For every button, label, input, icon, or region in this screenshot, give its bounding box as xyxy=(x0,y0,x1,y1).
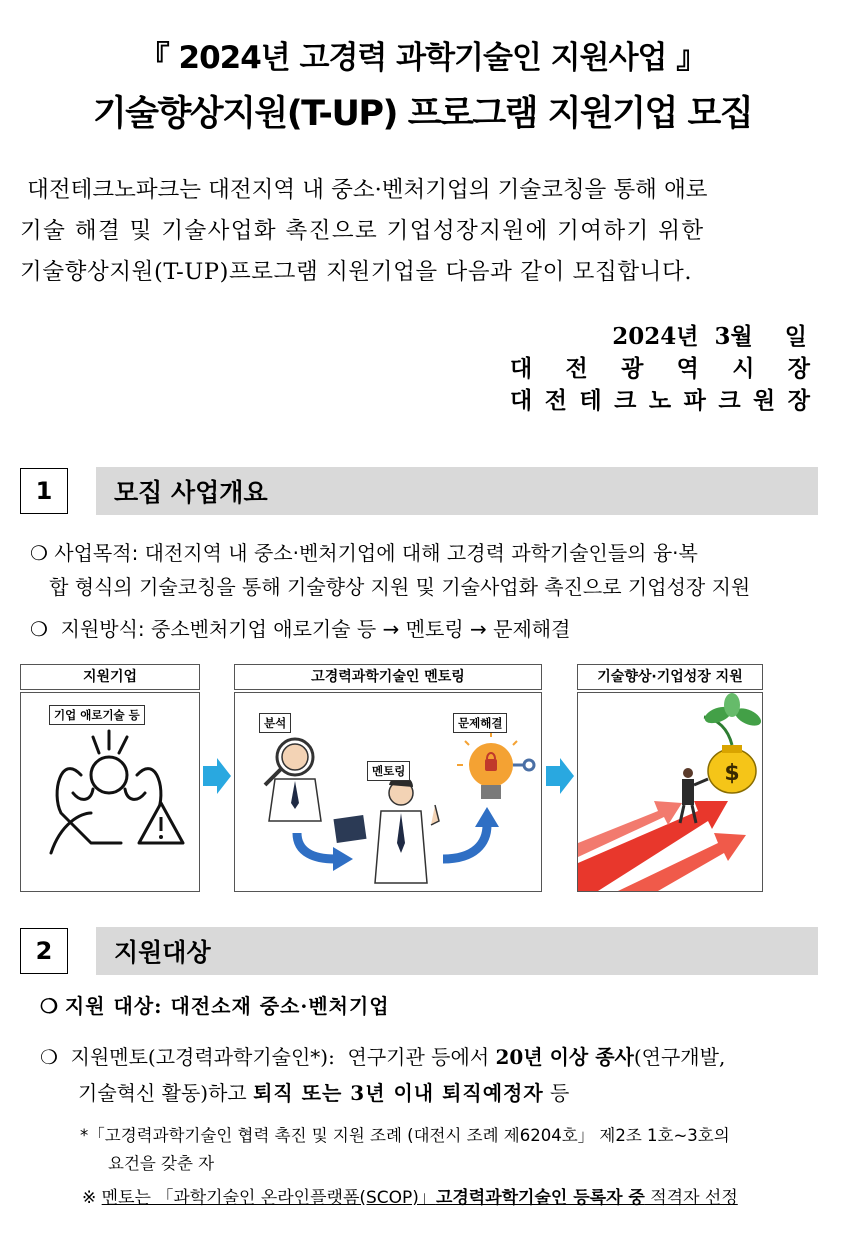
warning-icon xyxy=(139,803,183,843)
mentor-text-bold: 20년 이상 종사 xyxy=(495,1045,634,1069)
mentor-text-e: 등 xyxy=(543,1081,570,1105)
mentor-line-2 xyxy=(78,1076,569,1110)
note-scop-tail: 적격자 선정 xyxy=(644,1188,738,1208)
tag-company-problem: 기업 애로기술 등 xyxy=(49,705,145,725)
signatory-char: 원 xyxy=(753,387,776,414)
mentor-text-bold-2: 퇴직 또는 3년 이내 퇴직예정자 xyxy=(253,1081,544,1105)
target-text: 지원 대상: 대전소재 중소·벤처기업 xyxy=(64,994,390,1018)
mentor-figure xyxy=(333,776,439,883)
signatory-char: 역 xyxy=(676,355,699,382)
intro-line: 기술향상지원(T-UP)프로그램 지원기업을 다음과 같이 모집합니다. xyxy=(20,259,693,285)
intro-line: 기술 해결 및 기술사업화 촉진으로 기업성장지원에 기여하기 위한 xyxy=(20,218,705,244)
signatory-daejeon-mayor xyxy=(510,350,810,383)
tag-analysis: 분석 xyxy=(259,713,291,733)
note-scop-text: 멘토는 「과학기술인 온라인플랫폼(SCOP)」 xyxy=(101,1188,436,1208)
signatory-char: 테 xyxy=(579,387,602,414)
panel-growth xyxy=(577,692,763,892)
title-line-2: 기술향상지원(T-UP) 프로그램 지원기업 모집 xyxy=(92,94,753,134)
flow-arrow-icon xyxy=(544,756,576,796)
title-line-1: 『 2024년 고경력 과학기술인 지원사업 』 xyxy=(138,40,707,76)
note-ordinance-line-1: *「고경력과학기술인 협력 촉진 및 지원 조례 (대전시 조례 제6204호」 제2조 1호~3호의 xyxy=(80,1126,730,1145)
mentor-text-d: 기술혁신 활동)하고 xyxy=(78,1081,254,1105)
signatory-char: 전 xyxy=(565,355,588,382)
flow-arrow-icon xyxy=(201,756,233,796)
mentor-text-a: ❍ 지원멘토(고경력과학기술인*): 연구기관 등에서 xyxy=(40,1045,496,1069)
signatory-char: 파 xyxy=(683,387,706,414)
tag-mentoring: 멘토링 xyxy=(367,761,410,781)
panel-mentoring xyxy=(234,692,542,892)
lightbulb-icon xyxy=(457,731,534,799)
bullet-icon: ❍ xyxy=(40,994,65,1018)
signatory-char: 장 xyxy=(787,355,810,382)
announcement-date: 2024년 3월 일 xyxy=(612,323,807,350)
signatory-char: 노 xyxy=(648,387,672,414)
intro-paragraph xyxy=(20,170,820,293)
method-line: ❍ 지원방식: 중소벤처기업 애로기술 등 → 멘토링 → 문제해결 xyxy=(30,617,571,641)
section-2-title: 지원대상 xyxy=(96,927,818,975)
signatory-char: 전 xyxy=(544,387,567,414)
signatory-char: 크 xyxy=(614,387,637,414)
signatory-char: 시 xyxy=(732,355,755,382)
reference-mark: ※ xyxy=(82,1188,102,1208)
section-1-title: 모집 사업개요 xyxy=(96,467,818,515)
money-bag-icon xyxy=(702,693,762,793)
intro-line: 대전테크노파크는 대전지역 내 중소·벤처기업의 기술코칭을 통해 애로 xyxy=(20,177,708,203)
purpose-line-1: ❍ 사업목적: 대전지역 내 중소·벤처기업에 대해 고경력 과학기술인들의 융·복 xyxy=(30,541,698,565)
mentor-text-c: (연구개발, xyxy=(633,1045,726,1069)
mentor-line-1 xyxy=(40,1040,725,1074)
signatory-char: 대 xyxy=(510,387,533,414)
target-line xyxy=(40,990,390,1022)
signatory-char: 크 xyxy=(718,387,741,414)
note-ordinance-line-2: 요건을 갖춘 자 xyxy=(108,1154,215,1173)
panel-support-company-title: 지원기업 xyxy=(20,664,200,690)
panel-growth-title: 기술향상·기업성장 지원 xyxy=(577,664,763,690)
note-scop-line xyxy=(82,1184,738,1212)
dollar-sign: $ xyxy=(724,761,740,786)
section-2-number: 2 xyxy=(20,928,68,974)
analyst-figure xyxy=(265,739,321,821)
signatory-char: 장 xyxy=(787,387,810,414)
panel-mentoring-title: 고경력과학기술인 멘토링 xyxy=(234,664,542,690)
stressed-person-icon xyxy=(21,693,199,891)
signatory-char: 광 xyxy=(621,355,644,382)
signatory-technopark-director xyxy=(510,382,810,415)
panel-support-company xyxy=(20,692,200,892)
signatory-char: 대 xyxy=(510,355,533,382)
note-scop-bold: 고경력과학기술인 등록자 중 xyxy=(435,1188,645,1208)
growth-illustration xyxy=(578,693,762,891)
purpose-line-2: 합 형식의 기술코칭을 통해 기술향상 지원 및 기술사업화 촉진으로 기업성장 지원 xyxy=(30,575,751,599)
tag-problem-solving: 문제해결 xyxy=(453,713,507,733)
section-1-number: 1 xyxy=(20,468,68,514)
